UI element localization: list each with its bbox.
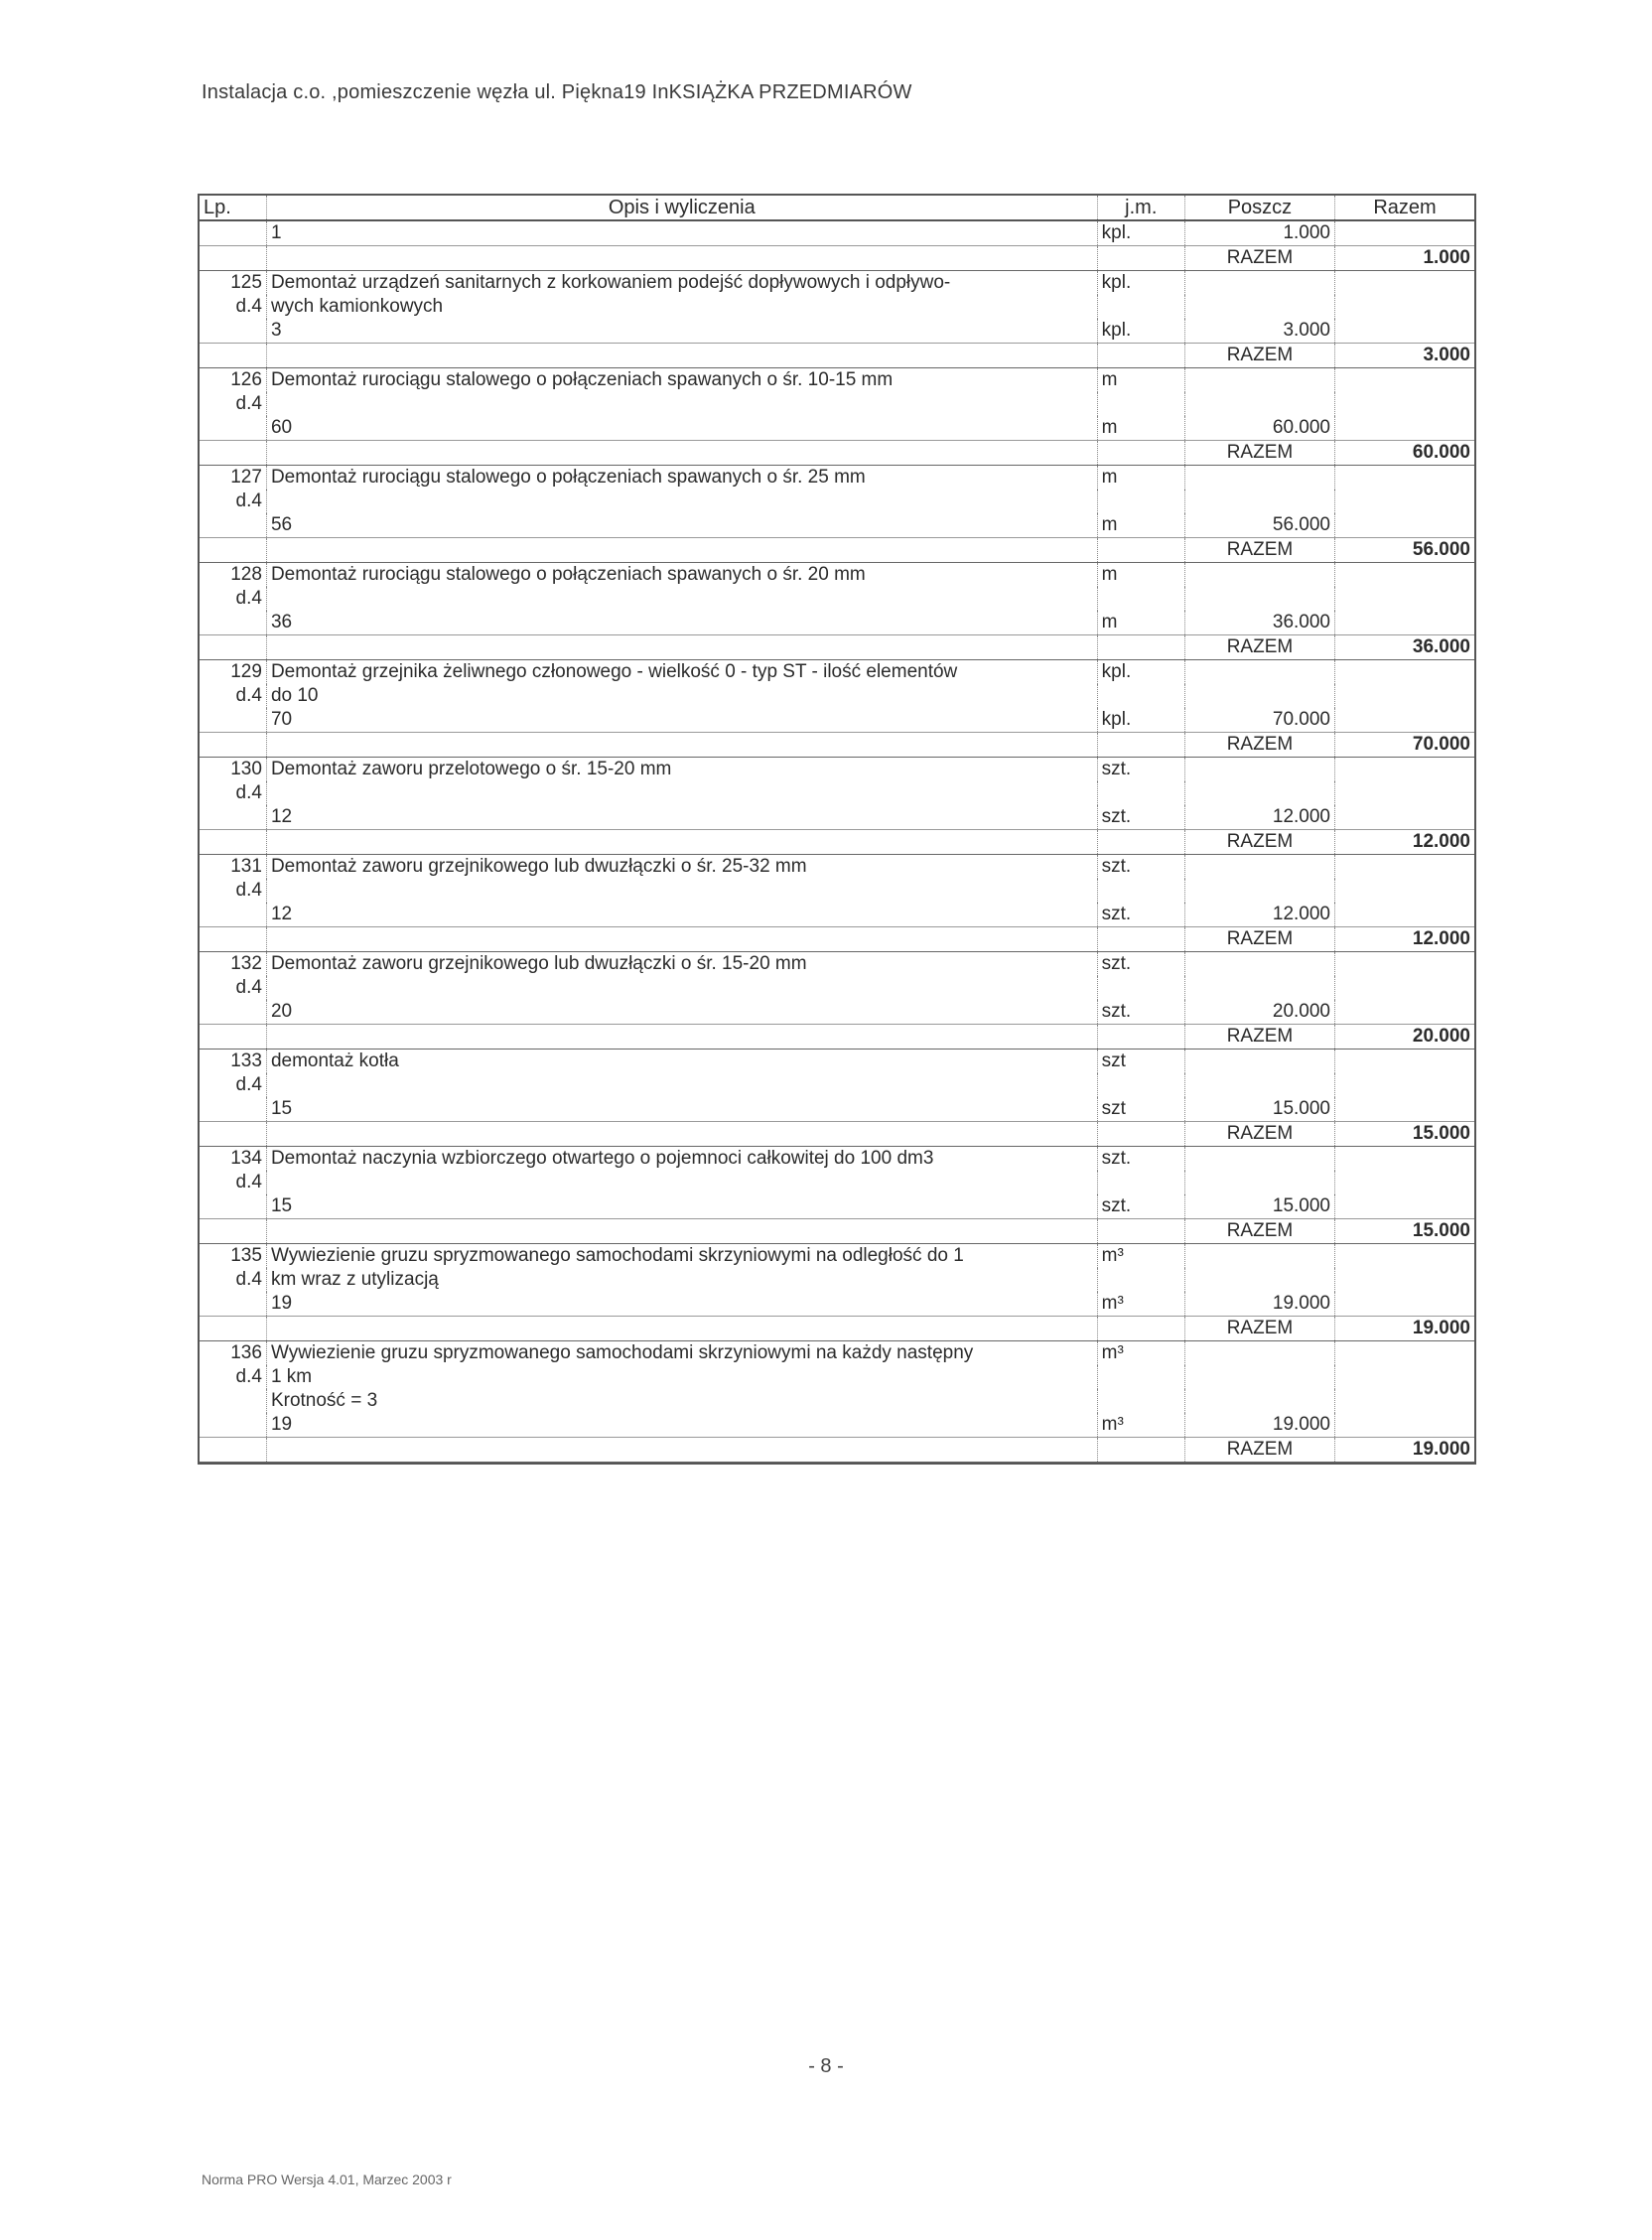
item-unit: kpl. bbox=[1097, 660, 1184, 685]
item-code: d.4 bbox=[200, 1268, 266, 1292]
razem-value: 70.000 bbox=[1335, 733, 1475, 758]
razem-label: RAZEM bbox=[1184, 1025, 1334, 1050]
item-unit: kpl. bbox=[1097, 271, 1184, 296]
item-row-continued bbox=[200, 1365, 1474, 1389]
calc-unit: szt bbox=[1097, 1097, 1184, 1122]
item-row-continued bbox=[200, 1268, 1474, 1292]
razem-label: RAZEM bbox=[1184, 927, 1334, 952]
poszcz-value: 70.000 bbox=[1184, 708, 1334, 733]
calc-value: 70 bbox=[266, 708, 1097, 733]
poszcz-value: 12.000 bbox=[1184, 805, 1334, 830]
item-code: d.4 bbox=[200, 976, 266, 1000]
item-description-cont bbox=[266, 781, 1097, 805]
razem-label: RAZEM bbox=[1184, 1122, 1334, 1147]
item-description-cont bbox=[266, 1171, 1097, 1194]
item-note-row bbox=[200, 1389, 1474, 1413]
item-unit: m³ bbox=[1097, 1341, 1184, 1366]
calc-value: 19 bbox=[266, 1292, 1097, 1317]
calc-unit: kpl. bbox=[1097, 708, 1184, 733]
razem-value: 1.000 bbox=[1335, 246, 1475, 271]
calc-unit: szt. bbox=[1097, 1000, 1184, 1025]
item-code: d.4 bbox=[200, 781, 266, 805]
item-note: Krotność = 3 bbox=[266, 1389, 1097, 1413]
calc-value: 56 bbox=[266, 513, 1097, 538]
item-row-continued bbox=[200, 781, 1474, 805]
calc-unit: m bbox=[1097, 611, 1184, 635]
item-code: d.4 bbox=[200, 684, 266, 708]
calc-row bbox=[200, 319, 1474, 344]
item-description: Demontaż urządzeń sanitarnych z korkowaniem podejść dopływowych i odpływo- bbox=[266, 271, 1097, 296]
razem-label: RAZEM bbox=[1184, 441, 1334, 466]
razem-label: RAZEM bbox=[1184, 1317, 1334, 1341]
poszcz-value: 1.000 bbox=[1184, 220, 1334, 246]
item-row bbox=[200, 660, 1474, 685]
razem-value: 36.000 bbox=[1335, 635, 1475, 660]
item-row bbox=[200, 466, 1474, 490]
calc-unit: kpl. bbox=[1097, 319, 1184, 344]
item-code: d.4 bbox=[200, 879, 266, 903]
calc-value: 19 bbox=[266, 1413, 1097, 1438]
calc-value: 3 bbox=[266, 319, 1097, 344]
poszcz-value: 19.000 bbox=[1184, 1292, 1334, 1317]
calc-row bbox=[200, 611, 1474, 635]
item-row-continued bbox=[200, 684, 1474, 708]
razem-label: RAZEM bbox=[1184, 733, 1334, 758]
item-description: Demontaż rurociągu stalowego o połączeniach spawanych o śr. 10-15 mm bbox=[266, 368, 1097, 393]
poszcz-value: 12.000 bbox=[1184, 903, 1334, 927]
item-unit: szt. bbox=[1097, 855, 1184, 880]
razem-label: RAZEM bbox=[1184, 635, 1334, 660]
item-description-cont bbox=[266, 1073, 1097, 1097]
calc-row bbox=[200, 416, 1474, 441]
item-unit: szt. bbox=[1097, 952, 1184, 977]
poszcz-value: 19.000 bbox=[1184, 1413, 1334, 1438]
calc-unit: szt. bbox=[1097, 1194, 1184, 1219]
razem-value: 20.000 bbox=[1335, 1025, 1475, 1050]
item-row-continued bbox=[200, 295, 1474, 319]
sum-row bbox=[200, 1122, 1474, 1147]
calc-row bbox=[200, 1000, 1474, 1025]
item-code: d.4 bbox=[200, 490, 266, 513]
sum-row bbox=[200, 538, 1474, 563]
item-lp: 126 bbox=[200, 368, 266, 393]
item-unit: szt. bbox=[1097, 1147, 1184, 1172]
item-unit: szt bbox=[1097, 1050, 1184, 1074]
item-row bbox=[200, 368, 1474, 393]
col-description: Opis i wyliczenia bbox=[266, 196, 1097, 220]
col-unit: j.m. bbox=[1097, 196, 1184, 220]
sum-row bbox=[200, 1025, 1474, 1050]
header-row bbox=[200, 196, 1474, 220]
poszcz-value: 36.000 bbox=[1184, 611, 1334, 635]
item-description-cont bbox=[266, 879, 1097, 903]
item-description: Demontaż zaworu grzejnikowego lub dwuzłączki o śr. 25-32 mm bbox=[266, 855, 1097, 880]
item-code: d.4 bbox=[200, 295, 266, 319]
item-description-cont: wych kamionkowych bbox=[266, 295, 1097, 319]
item-unit: szt. bbox=[1097, 758, 1184, 782]
calc-row bbox=[200, 805, 1474, 830]
col-razem: Razem bbox=[1335, 196, 1475, 220]
razem-value: 19.000 bbox=[1335, 1438, 1475, 1463]
item-unit: m bbox=[1097, 466, 1184, 490]
sum-row bbox=[200, 635, 1474, 660]
calc-row bbox=[200, 1292, 1474, 1317]
item-lp: 131 bbox=[200, 855, 266, 880]
item-description: demontaż kotła bbox=[266, 1050, 1097, 1074]
estimate-grid bbox=[200, 196, 1474, 1463]
calc-value: 15 bbox=[266, 1097, 1097, 1122]
item-code: d.4 bbox=[200, 1365, 266, 1389]
calc-value: 20 bbox=[266, 1000, 1097, 1025]
item-row-continued bbox=[200, 1171, 1474, 1194]
calc-value: 12 bbox=[266, 903, 1097, 927]
poszcz-value: 56.000 bbox=[1184, 513, 1334, 538]
razem-label: RAZEM bbox=[1184, 538, 1334, 563]
calc-row bbox=[200, 1413, 1474, 1438]
item-lp: 133 bbox=[200, 1050, 266, 1074]
item-lp: 130 bbox=[200, 758, 266, 782]
calc-unit: m³ bbox=[1097, 1413, 1184, 1438]
calc-row bbox=[200, 513, 1474, 538]
item-row-continued bbox=[200, 879, 1474, 903]
razem-value: 56.000 bbox=[1335, 538, 1475, 563]
carry-calc-row bbox=[200, 220, 1474, 246]
item-description: Wywiezienie gruzu spryzmowanego samochodami skrzyniowymi na każdy następny bbox=[266, 1341, 1097, 1366]
calc-row bbox=[200, 708, 1474, 733]
calc-unit: m bbox=[1097, 416, 1184, 441]
poszcz-value: 15.000 bbox=[1184, 1097, 1334, 1122]
poszcz-value: 15.000 bbox=[1184, 1194, 1334, 1219]
item-row bbox=[200, 758, 1474, 782]
calc-unit: szt. bbox=[1097, 903, 1184, 927]
item-row-continued bbox=[200, 1073, 1474, 1097]
item-row bbox=[200, 1050, 1474, 1074]
calc-value: 36 bbox=[266, 611, 1097, 635]
item-row bbox=[200, 952, 1474, 977]
razem-value: 12.000 bbox=[1335, 830, 1475, 855]
sum-row bbox=[200, 1438, 1474, 1463]
razem-label: RAZEM bbox=[1184, 1219, 1334, 1244]
item-lp: 129 bbox=[200, 660, 266, 685]
razem-value: 3.000 bbox=[1335, 344, 1475, 368]
razem-value: 15.000 bbox=[1335, 1122, 1475, 1147]
item-row bbox=[200, 1341, 1474, 1366]
item-row bbox=[200, 1147, 1474, 1172]
calc-value: 1 bbox=[266, 220, 1097, 246]
item-description: Demontaż zaworu grzejnikowego lub dwuzłączki o śr. 15-20 mm bbox=[266, 952, 1097, 977]
sum-row bbox=[200, 1219, 1474, 1244]
item-row bbox=[200, 271, 1474, 296]
calc-row bbox=[200, 1194, 1474, 1219]
razem-label: RAZEM bbox=[1184, 344, 1334, 368]
item-description: Wywiezienie gruzu spryzmowanego samochodami skrzyniowymi na odległość do 1 bbox=[266, 1244, 1097, 1269]
item-row bbox=[200, 563, 1474, 588]
sum-row bbox=[200, 1317, 1474, 1341]
calc-unit: m³ bbox=[1097, 1292, 1184, 1317]
sum-row bbox=[200, 927, 1474, 952]
item-lp: 125 bbox=[200, 271, 266, 296]
item-row-continued bbox=[200, 392, 1474, 416]
item-code: d.4 bbox=[200, 587, 266, 611]
page-header: Instalacja c.o. ,pomieszczenie węzła ul. Piękna19 InKSIĄŻKA PRZEDMIARÓW bbox=[202, 81, 912, 103]
item-description-cont bbox=[266, 587, 1097, 611]
sum-row bbox=[200, 344, 1474, 368]
item-description: Demontaż rurociągu stalowego o połączeniach spawanych o śr. 25 mm bbox=[266, 466, 1097, 490]
page-number: - 8 - bbox=[808, 2055, 844, 2077]
item-code: d.4 bbox=[200, 1073, 266, 1097]
col-lp: Lp. bbox=[200, 196, 266, 220]
item-lp: 128 bbox=[200, 563, 266, 588]
sum-row bbox=[200, 830, 1474, 855]
item-code: d.4 bbox=[200, 1171, 266, 1194]
razem-value: 19.000 bbox=[1335, 1317, 1475, 1341]
calc-unit: szt. bbox=[1097, 805, 1184, 830]
item-description-cont bbox=[266, 490, 1097, 513]
calc-value: 12 bbox=[266, 805, 1097, 830]
col-poszcz: Poszcz bbox=[1184, 196, 1334, 220]
item-description-cont bbox=[266, 976, 1097, 1000]
calc-row bbox=[200, 1097, 1474, 1122]
item-unit: m bbox=[1097, 563, 1184, 588]
item-description-cont: 1 km bbox=[266, 1365, 1097, 1389]
razem-value: 15.000 bbox=[1335, 1219, 1475, 1244]
item-unit: m bbox=[1097, 368, 1184, 393]
item-lp: 134 bbox=[200, 1147, 266, 1172]
calc-value: 15 bbox=[266, 1194, 1097, 1219]
item-description: Demontaż naczynia wzbiorczego otwartego o pojemnoci całkowitej do 100 dm3 bbox=[266, 1147, 1097, 1172]
footer-software: Norma PRO Wersja 4.01, Marzec 2003 r bbox=[202, 2171, 452, 2187]
item-lp: 127 bbox=[200, 466, 266, 490]
item-unit: m³ bbox=[1097, 1244, 1184, 1269]
item-description-cont: do 10 bbox=[266, 684, 1097, 708]
razem-label: RAZEM bbox=[1184, 1438, 1334, 1463]
item-description: Demontaż grzejnika żeliwnego członowego - wielkość 0 - typ ST - ilość elementów bbox=[266, 660, 1097, 685]
calc-value: 60 bbox=[266, 416, 1097, 441]
item-row bbox=[200, 855, 1474, 880]
sum-row bbox=[200, 441, 1474, 466]
razem-value: 60.000 bbox=[1335, 441, 1475, 466]
item-row bbox=[200, 1244, 1474, 1269]
razem-label: RAZEM bbox=[1184, 246, 1334, 271]
item-row-continued bbox=[200, 587, 1474, 611]
carry-sum-row bbox=[200, 246, 1474, 271]
razem-value: 12.000 bbox=[1335, 927, 1475, 952]
sum-row bbox=[200, 733, 1474, 758]
item-description: Demontaż zaworu przelotowego o śr. 15-20 mm bbox=[266, 758, 1097, 782]
poszcz-value: 3.000 bbox=[1184, 319, 1334, 344]
razem-label: RAZEM bbox=[1184, 830, 1334, 855]
item-lp: 136 bbox=[200, 1341, 266, 1366]
item-description-cont: km wraz z utylizacją bbox=[266, 1268, 1097, 1292]
item-description-cont bbox=[266, 392, 1097, 416]
item-row-continued bbox=[200, 976, 1474, 1000]
estimate-table bbox=[198, 194, 1476, 1465]
item-row-continued bbox=[200, 490, 1474, 513]
poszcz-value: 20.000 bbox=[1184, 1000, 1334, 1025]
poszcz-value: 60.000 bbox=[1184, 416, 1334, 441]
item-lp: 135 bbox=[200, 1244, 266, 1269]
calc-unit: kpl. bbox=[1097, 220, 1184, 246]
calc-unit: m bbox=[1097, 513, 1184, 538]
item-lp: 132 bbox=[200, 952, 266, 977]
item-description: Demontaż rurociągu stalowego o połączeniach spawanych o śr. 20 mm bbox=[266, 563, 1097, 588]
calc-row bbox=[200, 903, 1474, 927]
item-code: d.4 bbox=[200, 392, 266, 416]
